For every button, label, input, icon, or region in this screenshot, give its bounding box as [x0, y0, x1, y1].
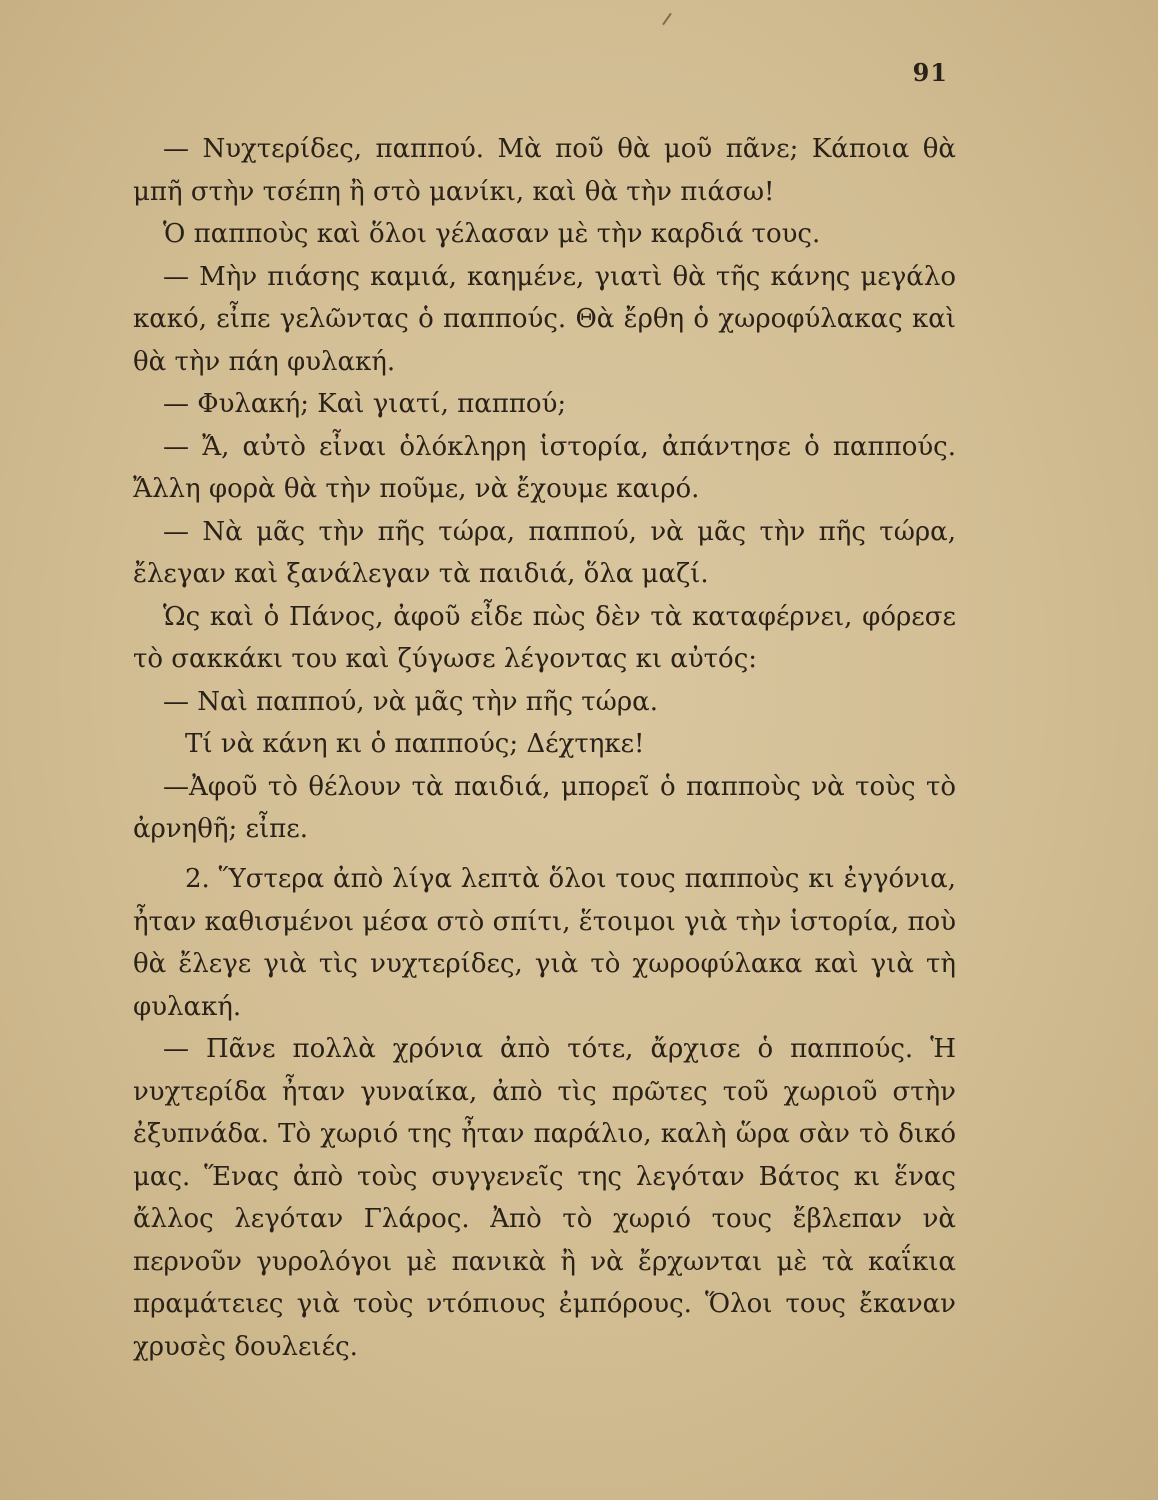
paragraph-7: Ὡς καὶ ὁ Πάνος, ἀφοῦ εἶδε πὼς δὲν τὰ καταφέρνει, φόρεσε τὸ σακκάκι του καὶ ζύγωσε λέγοντας κι αὐτός: — [133, 601, 956, 674]
paragraph-6: — Νὰ μᾶς τὴν πῆς τώρα, παππού, νὰ μᾶς τὴν πῆς τώρα, ἔλεγαν καὶ ξανάλεγαν τὰ παιδιά, ὅλα μαζί. — [133, 516, 956, 589]
paragraph-2: Ὁ παπποὺς καὶ ὅλοι γέλασαν μὲ τὴν καρδιά τους. — [163, 219, 821, 249]
section-2 — [133, 858, 956, 1368]
section-2-paragraph-1: 2. Ὕστερα ἀπὸ λίγα λεπτὰ ὅλοι τους παπποὺς κι ἐγγόνια, ἦταν καθισμένοι μέσα στὸ σπίτι, ἕτοιμοι γιὰ τὴν ἱστορία, ποὺ θὰ ἔλεγε γιὰ τὶς νυχτερίδες, γιὰ τὸ χωροφύλακα καὶ γιὰ τὴ φυλακή. — [133, 864, 956, 1022]
paragraph-4: — Φυλακή; Καὶ γιατί, παππού; — [163, 389, 567, 419]
paragraph-5: — Ἄ, αὐτὸ εἶναι ὁλόκληρη ἱστορία, ἀπάντησε ὁ παππούς. Ἄλλη φορὰ θὰ τὴν ποῦμε, νὰ ἔχουμε καιρό. — [133, 431, 956, 504]
paragraph-10: —Ἀφοῦ τὸ θέλουν τὰ παιδιά, μπορεῖ ὁ παπποὺς νὰ τοὺς τὸ ἀρνηθῆ; εἶπε. — [133, 771, 956, 844]
paragraph-1: — Νυχτερίδες, παππού. Μὰ ποῦ θὰ μοῦ πᾶνε; Κάποια θὰ μπῆ στὴν τσέπη ἢ στὸ μανίκι, καὶ θὰ τὴν πιάσω! — [133, 134, 956, 207]
ink-mark — [662, 13, 672, 26]
paragraph-9: Τί νὰ κάνη κι ὁ παππούς; Δέχτηκε! — [185, 729, 645, 759]
section-2-paragraph-2: — Πᾶνε πολλὰ χρόνια ἀπὸ τότε, ἄρχισε ὁ παππούς. Ἡ νυχτερίδα ἦταν γυναίκα, ἀπὸ τὶς πρῶτες τοῦ χωριοῦ στὴν ἐξυπνάδα. Τὸ χωριό της ἦταν παράλιο, καλὴ ὥρα σὰν τὸ δικό μας. Ἕνας ἀπὸ τοὺς συγγενεῖς της λεγόταν Βάτος κι ἕνας ἄλλος λεγόταν Γλάρος. Ἀπὸ τὸ χωριό τους ἔβλεπαν νὰ περνοῦν γυρολόγοι μὲ πανικὰ ἢ νὰ ἔρχωνται μὲ τὰ καΐκια πραμάτειες γιὰ τοὺς ντόπιους ἐμπόρους. Ὅλοι τους ἔκαναν χρυσὲς δουλειές. — [133, 1034, 956, 1362]
dialogue-section — [133, 128, 956, 851]
paragraph-3: — Μὴν πιάσης καμιά, καημένε, γιατὶ θὰ τῆς κάνης μεγάλο κακό, εἶπε γελῶντας ὁ παππούς. Θὰ ἔρθη ὁ χωροφύλακας καὶ θὰ τὴν πάη φυλακή. — [133, 261, 956, 377]
page-number: 91 — [912, 58, 948, 87]
paragraph-8: — Ναὶ παππού, νὰ μᾶς τὴν πῆς τώρα. — [163, 686, 658, 717]
